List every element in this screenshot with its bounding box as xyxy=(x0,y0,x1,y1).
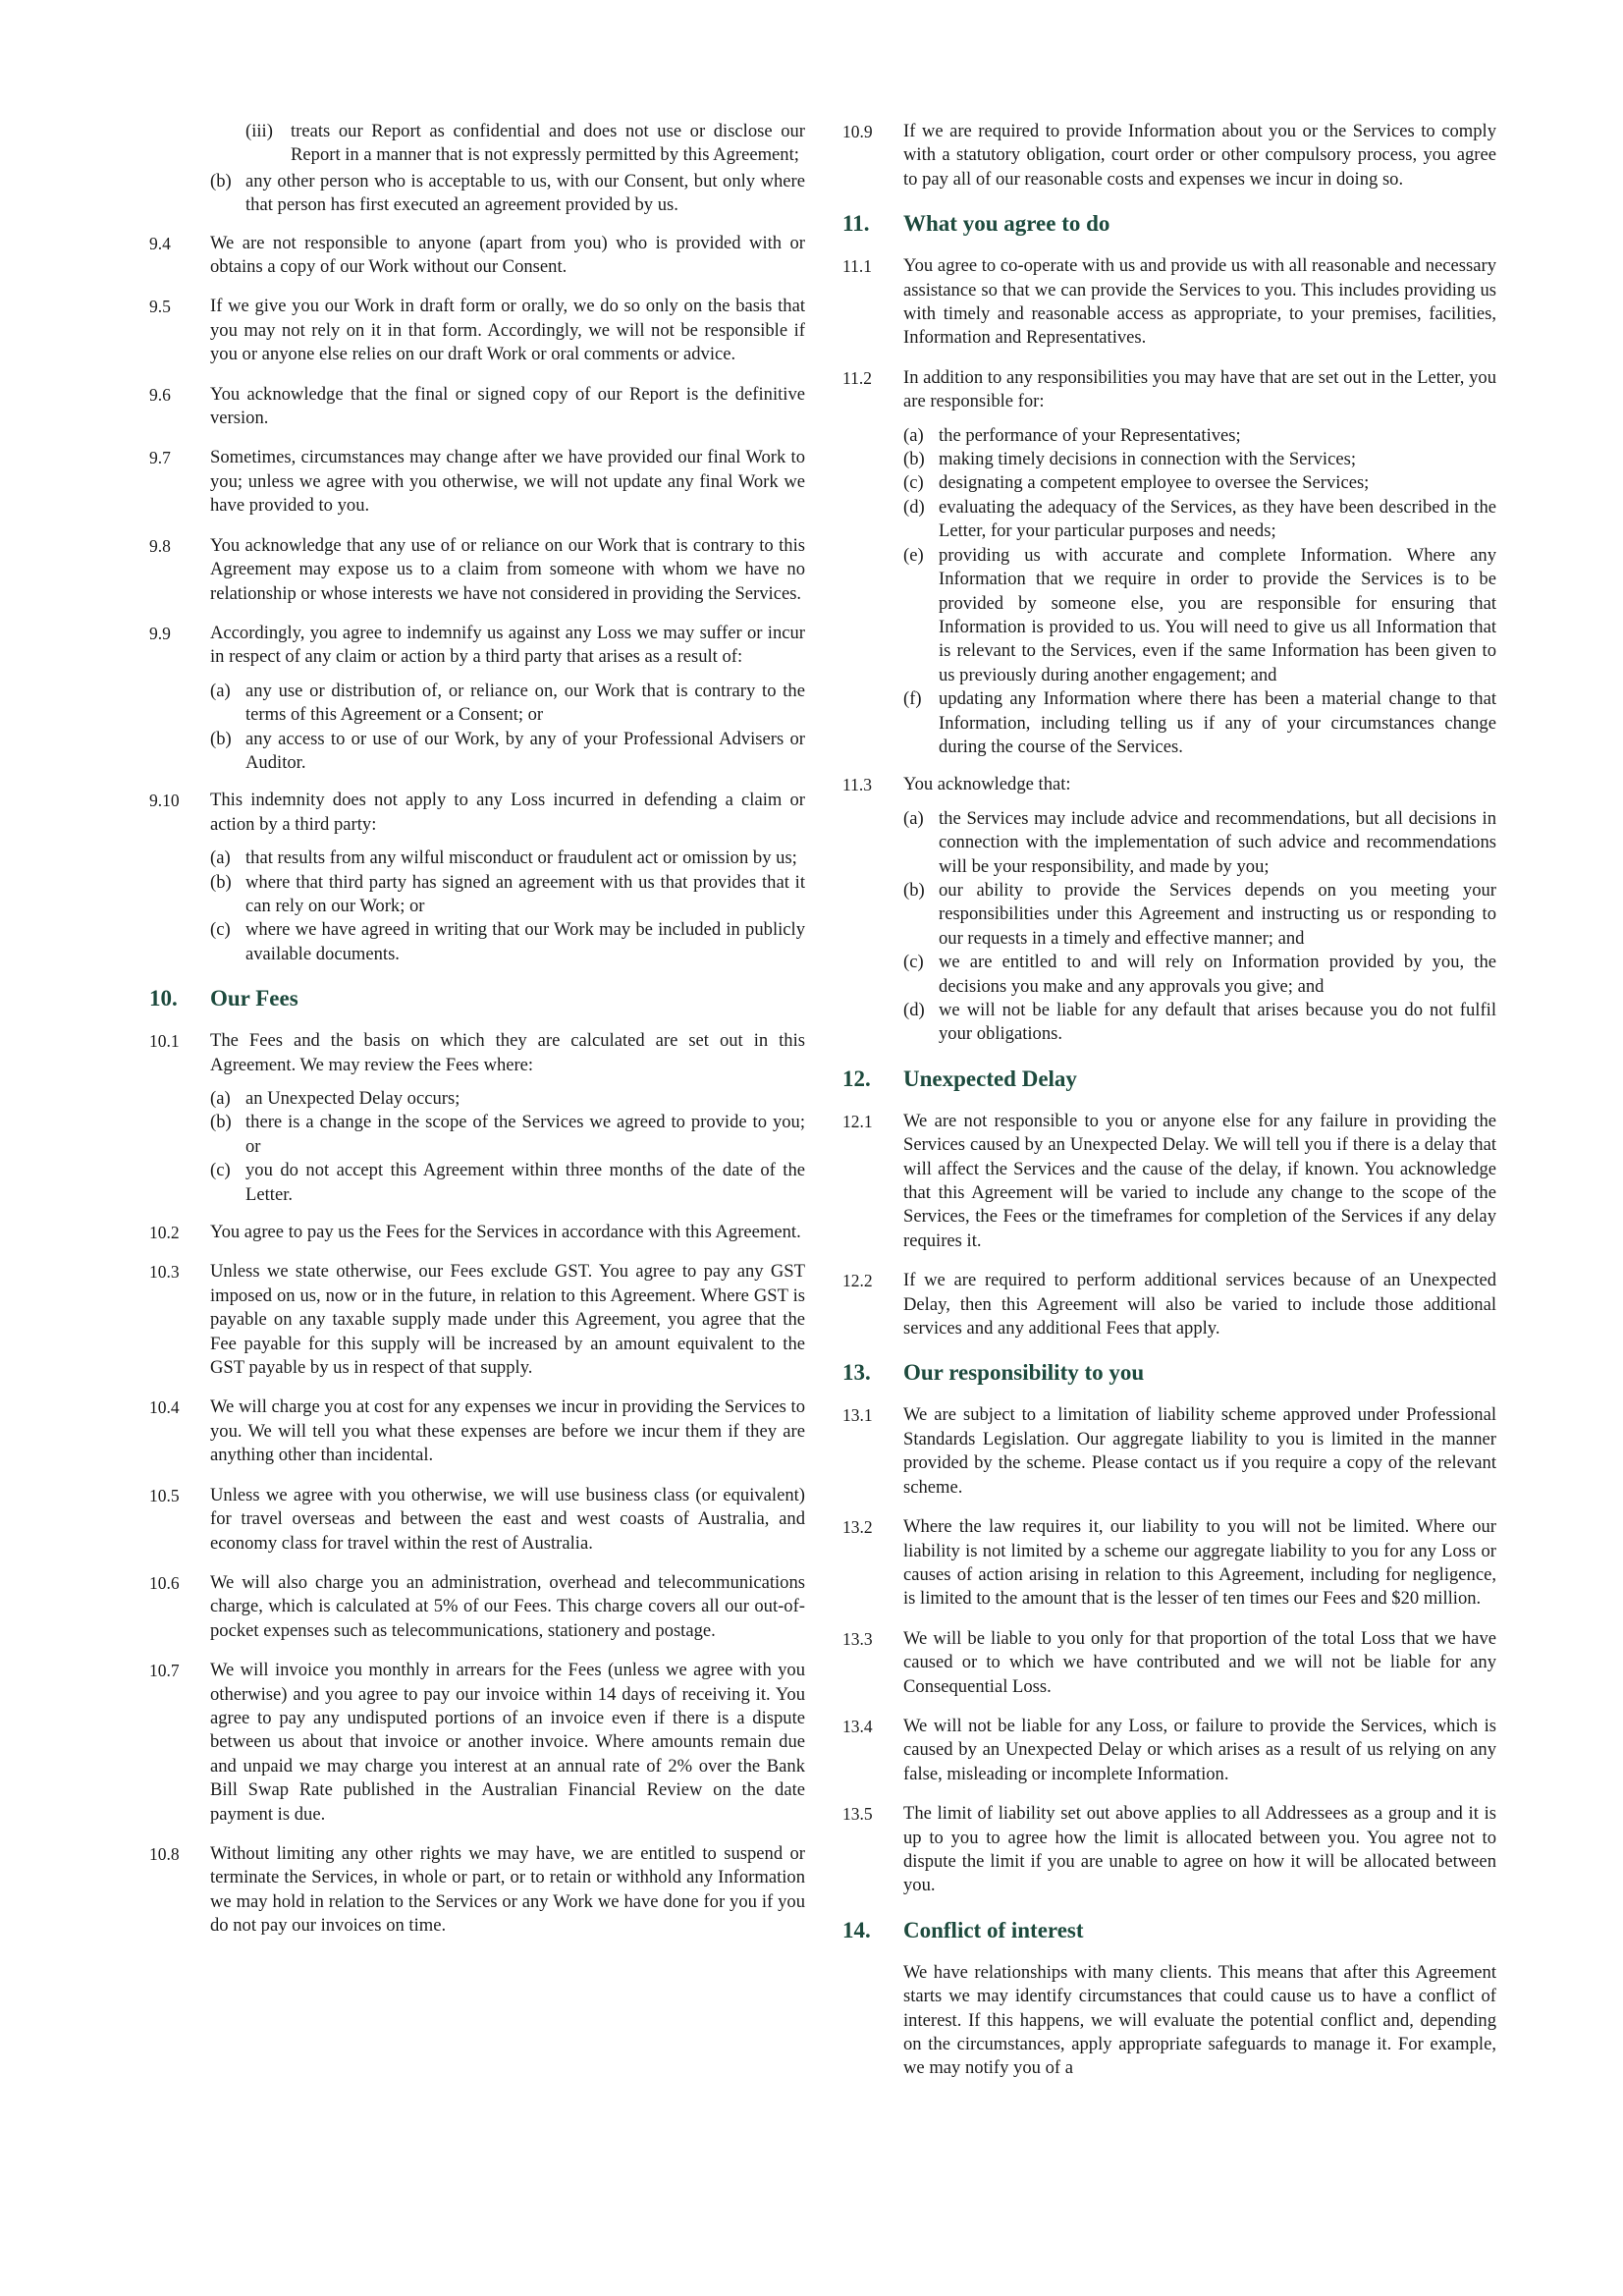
clause-number: 13.3 xyxy=(842,1628,873,1649)
clause-number: 10.2 xyxy=(149,1223,180,1243)
clause-13-1 xyxy=(842,1403,1496,1500)
list-text: an Unexpected Delay occurs; xyxy=(245,1088,460,1109)
clause-13-2 xyxy=(842,1515,1496,1612)
list-label: (iii) xyxy=(245,121,273,141)
clause-number: 13.4 xyxy=(842,1716,873,1736)
clause-9-4 xyxy=(149,232,805,280)
clause-text: We will be liable to you only for that proportion of the total Loss that we have caused or to which we have contributed and we will not be liable for any Consequential Loss. xyxy=(903,1627,1496,1697)
clause-number: 10.8 xyxy=(149,1843,180,1864)
clause-11-2 xyxy=(842,366,1496,414)
list-text: providing us with accurate and complete Information. Where any Information that we require in order to provide the Services is to be provided by someone else, you are responsible for ensuring that Information is provided to us. You will need to give us all Information that is relevant to the Services, even if the same Information has been given to us previously during another engagement; and xyxy=(939,544,1496,685)
clause-number: 10.5 xyxy=(149,1485,180,1505)
clause-number: 9.8 xyxy=(149,535,171,556)
clause-number: 9.6 xyxy=(149,384,171,405)
right-column xyxy=(842,120,1496,2081)
section-number: 11. xyxy=(842,211,870,237)
list-label: (b) xyxy=(210,728,232,749)
clause-10-1 xyxy=(149,1029,805,1077)
clause-10-7 xyxy=(149,1659,805,1827)
clause-number: 11.1 xyxy=(842,256,872,277)
list-label: (c) xyxy=(903,472,924,494)
list-label: (f) xyxy=(903,688,922,710)
clause-number: 9.5 xyxy=(149,297,171,317)
clause-number: 10.1 xyxy=(149,1031,180,1052)
section-title: Conflict of interest xyxy=(903,1917,1084,1942)
clause-text: We will also charge you an administration, overhead and telecommunications charge, which is calculated at 5% of our Fees. This charge covers all our out-of-pocket expenses such as telecommunications, stationery and postage. xyxy=(210,1571,805,1641)
clause-number: 10.6 xyxy=(149,1572,180,1593)
clause-10-1-list xyxy=(210,1087,805,1207)
clause-text: We are not responsible to anyone (apart from you) who is provided with or obtains a copy of our Work without our Consent. xyxy=(210,232,805,278)
clause-11-1 xyxy=(842,254,1496,351)
list-item xyxy=(903,496,1496,544)
list-label: (b) xyxy=(903,449,925,470)
list-item xyxy=(903,687,1496,759)
clause-9-6 xyxy=(149,383,805,431)
clause-14-body xyxy=(842,1961,1496,2081)
clause-number: 10.3 xyxy=(149,1262,180,1283)
list-label: (c) xyxy=(210,1160,231,1181)
clause-text: If we are required to provide Information about you or the Services to comply with a statutory obligation, court order or other compulsory process, you agree to pay all of our reasonable costs and expenses we incur in doing so. xyxy=(903,121,1496,190)
list-item xyxy=(210,847,805,870)
clause-text: If we give you our Work in draft form or orally, we do so only on the basis that you may not rely on it in that form. Accordingly, we will not be responsible if you or anyone else relies on our draft Work or oral comments or advice. xyxy=(210,296,805,365)
list-text: any use or distribution of, or reliance on, our Work that is contrary to the terms of this Agreement or a Consent; or xyxy=(245,680,805,726)
clause-number: 13.1 xyxy=(842,1405,873,1426)
list-text: updating any Information where there has been a material change to that Information, including telling us if any of your circumstances change during the course of the Services. xyxy=(939,688,1496,757)
section-number: 14. xyxy=(842,1917,871,1942)
section-number: 10. xyxy=(149,986,178,1011)
clause-10-4 xyxy=(149,1395,805,1467)
section-heading-14 xyxy=(842,1916,1496,1945)
clause-number: 10.9 xyxy=(842,122,873,141)
list-item xyxy=(210,170,805,218)
list-text: where we have agreed in writing that our Work may be included in publicly available documents. xyxy=(245,919,805,964)
list-label: (a) xyxy=(903,424,924,446)
list-item xyxy=(210,680,805,728)
clause-text: We are not responsible to you or anyone else for any failure in providing the Services caused by an Unexpected Delay. We will tell you if there is a delay that will affect the Services and the cause of the delay, if known. You acknowledge that this Agreement will be varied to include any change to the scope of the Services, the Fees or the timeframes for completion of the Services if any delay requires it. xyxy=(903,1110,1496,1251)
list-label: (a) xyxy=(210,1088,231,1109)
clause-number: 10.4 xyxy=(149,1397,180,1418)
clause-number: 11.3 xyxy=(842,775,872,795)
clause-9-10 xyxy=(149,789,805,837)
list-label: (d) xyxy=(903,1000,925,1020)
section-heading-11 xyxy=(842,209,1496,239)
clause-text: We will charge you at cost for any expenses we incur in providing the Services to you. We will tell you what these expenses are before we incur them if they are anything other than incidental. xyxy=(210,1396,805,1466)
clause-text: Unless we agree with you otherwise, we will use business class (or equivalent) for travel overseas and between the east and west coasts of Australia, and economy class for travel within the rest of Australia. xyxy=(210,1484,805,1554)
section-title: Our Fees xyxy=(210,986,298,1011)
clause-text: You acknowledge that the final or signed copy of our Report is the definitive version. xyxy=(210,383,805,429)
section-number: 12. xyxy=(842,1066,871,1091)
list-item xyxy=(210,728,805,776)
list-item xyxy=(210,871,805,919)
clause-text: We are subject to a limitation of liability scheme approved under Professional Standards Legislation. Our aggregate liability to you is limited in the manner provided by the scheme. Please contact us if you require a copy of the relevant scheme. xyxy=(903,1404,1496,1498)
clause-number: 13.2 xyxy=(842,1517,873,1538)
list-item xyxy=(210,1159,805,1207)
list-item xyxy=(903,544,1496,687)
clause-9-9 xyxy=(149,622,805,670)
list-label: (b) xyxy=(210,170,232,191)
list-text: the performance of your Representatives; xyxy=(939,424,1241,446)
section-heading-12 xyxy=(842,1065,1496,1094)
list-item xyxy=(210,1111,805,1159)
clause-text: The limit of liability set out above applies to all Addressees as a group and it is up to you to agree how the limit is allocated between you. You agree not to dispute the limit if you are unable to agree on how it will be allocated between you. xyxy=(903,1803,1496,1896)
clause-text: You acknowledge that any use of or reliance on our Work that is contrary to this Agreement may expose us to a claim from someone with whom we have no relationship or whose interests we have not considered in providing the Services. xyxy=(210,534,805,604)
left-column xyxy=(149,120,805,1954)
list-text: any access to or use of our Work, by any of your Professional Advisers or Auditor. xyxy=(245,728,805,773)
clause-9-7 xyxy=(149,446,805,518)
clause-9-3-continuation xyxy=(210,120,805,218)
list-item xyxy=(903,471,1496,495)
list-label: (b) xyxy=(903,879,925,901)
list-label: (e) xyxy=(903,544,924,566)
list-text: we will not be liable for any default that arises because you do not fulfil your obligations. xyxy=(939,1000,1496,1045)
clause-10-5 xyxy=(149,1484,805,1556)
list-text: making timely decisions in connection with the Services; xyxy=(939,449,1356,470)
clause-text: The Fees and the basis on which they are calculated are set out in this Agreement. We may review the Fees where: xyxy=(210,1030,805,1075)
section-heading-13 xyxy=(842,1358,1496,1388)
list-label: (b) xyxy=(210,871,232,893)
clause-9-5 xyxy=(149,295,805,366)
list-item xyxy=(903,807,1496,879)
clause-number: 12.1 xyxy=(842,1111,873,1131)
list-text: designating a competent employee to oversee the Services; xyxy=(939,472,1370,494)
clause-text: Accordingly, you agree to indemnify us against any Loss we may suffer or incur in respect of any claim or action by a third party that arises as a result of: xyxy=(210,622,805,668)
list-text: we are entitled to and will rely on Information provided by you, the decisions you make and any approvals you give; and xyxy=(939,952,1496,997)
section-title: Unexpected Delay xyxy=(903,1066,1077,1091)
list-text: that results from any wilful misconduct or fraudulent act or omission by us; xyxy=(245,847,797,869)
clause-11-3 xyxy=(842,773,1496,796)
clause-number: 11.2 xyxy=(842,367,872,388)
clause-text: We have relationships with many clients. This means that after this Agreement starts we may identify circumstances that could cause us to have a conflict of interest. If this happens, we will evaluate the potential conflict and, depending on the circumstances, apply appropriate safeguards to manage it. For example, we may notify you of a xyxy=(903,1961,1496,2079)
clause-text: Sometimes, circumstances may change after we have provided our final Work to you; unless we agree with you otherwise, we will not update any final Work we have provided to you. xyxy=(210,447,805,517)
clause-13-3 xyxy=(842,1627,1496,1699)
clause-number: 9.10 xyxy=(149,791,180,811)
clause-text: If we are required to perform additional services because of an Unexpected Delay, then this Agreement will also be varied to include those additional services and any additional Fees that apply. xyxy=(903,1270,1496,1339)
list-label: (d) xyxy=(903,496,925,518)
list-item xyxy=(903,879,1496,951)
list-item xyxy=(903,951,1496,999)
clause-10-3 xyxy=(149,1260,805,1380)
list-label: (a) xyxy=(210,680,231,701)
list-text: any other person who is acceptable to us, with our Consent, but only where that person has first executed an agreement provided by us. xyxy=(245,170,805,216)
list-item xyxy=(903,448,1496,471)
list-label: (b) xyxy=(210,1112,232,1133)
list-text: our ability to provide the Services depends on you meeting your responsibilities under this Agreement and instructing us or responding to our requests in a timely and effective manner; and xyxy=(939,879,1496,949)
list-text: you do not accept this Agreement within three months of the date of the Letter. xyxy=(245,1160,805,1205)
list-label: (a) xyxy=(903,807,924,829)
clause-text: Where the law requires it, our liability to you will not be limited. Where our liability is not limited by a scheme our aggregate liability to you for any Loss or causes of action arising in relation to this Agreement, including for negligence, is limited to the amount that is the lesser of ten times our Fees and $20 million. xyxy=(903,1516,1496,1610)
clause-10-6 xyxy=(149,1571,805,1643)
section-title: Our responsibility to you xyxy=(903,1360,1145,1386)
section-title: What you agree to do xyxy=(903,211,1110,237)
clause-text: Unless we state otherwise, our Fees exclude GST. You agree to pay any GST imposed on us, now or in the future, in relation to this Agreement. Where GST is payable on any taxable supply made under this Agreement, you agree that the Fee payable for this supply will be increased by an amount equivalent to the GST payable by us in respect of that supply. xyxy=(210,1261,805,1379)
clause-text: Without limiting any other rights we may have, we are entitled to suspend or terminate the Services, in whole or part, or to retain or withhold any Information we may hold in relation to the Services or any Work we have done for you if you do not pay our invoices on time. xyxy=(210,1842,805,1937)
clause-number: 9.7 xyxy=(149,448,171,468)
clause-number: 10.7 xyxy=(149,1661,180,1681)
clause-text: You agree to co-operate with us and provide us with all reasonable and necessary assistance so that we can provide the Services to you. This includes providing us with timely and reasonable access as appropriate, to your premises, facilities, Information and Representatives. xyxy=(903,255,1496,349)
list-label: (a) xyxy=(210,847,231,869)
section-number: 13. xyxy=(842,1360,871,1386)
clause-12-2 xyxy=(842,1269,1496,1340)
clause-text: This indemnity does not apply to any Loss incurred in defending a claim or action by a third party: xyxy=(210,790,805,835)
clause-11-2-list xyxy=(903,424,1496,760)
clause-11-3-list xyxy=(903,807,1496,1047)
clause-10-9 xyxy=(842,120,1496,191)
list-text: where that third party has signed an agreement with us that provides that it can rely on our Work; or xyxy=(245,871,805,916)
clause-number: 12.2 xyxy=(842,1271,873,1291)
list-text: treats our Report as confidential and does not use or disclose our Report in a manner that is not expressly permitted by this Agreement; xyxy=(291,121,805,166)
clause-text: You agree to pay us the Fees for the Services in accordance with this Agreement. xyxy=(210,1222,801,1243)
clause-9-8 xyxy=(149,534,805,606)
list-item xyxy=(210,1087,805,1111)
clause-number: 13.5 xyxy=(842,1804,873,1825)
clause-12-1 xyxy=(842,1110,1496,1253)
list-text: evaluating the adequacy of the Services, as they have been described in the Letter, for your particular purposes and needs; xyxy=(939,496,1496,542)
clause-number: 9.4 xyxy=(149,233,171,253)
list-label: (c) xyxy=(210,919,231,941)
list-item xyxy=(903,999,1496,1047)
list-item xyxy=(903,424,1496,448)
clause-10-8 xyxy=(149,1842,805,1939)
clause-text: In addition to any responsibilities you may have that are set out in the Letter, you are responsible for: xyxy=(903,366,1496,412)
list-item xyxy=(210,120,805,168)
clause-13-5 xyxy=(842,1802,1496,1898)
clause-9-10-list xyxy=(210,847,805,966)
clause-text: We will not be liable for any Loss, or failure to provide the Services, which is caused by an Unexpected Delay or which arises as a result of us relying on any false, misleading or incomplete Information. xyxy=(903,1715,1496,1784)
clause-13-4 xyxy=(842,1715,1496,1786)
list-label: (c) xyxy=(903,952,924,973)
clause-text: You acknowledge that: xyxy=(903,774,1071,795)
list-item xyxy=(210,918,805,966)
clause-10-2 xyxy=(149,1221,805,1244)
clause-number: 9.9 xyxy=(149,623,171,643)
section-heading-10 xyxy=(149,984,805,1013)
clause-text: We will invoice you monthly in arrears for the Fees (unless we agree with you otherwise) and you agree to pay our invoice within 14 days of receiving it. You agree to pay any undisputed portions of an invoice even if there is a dispute between us about that invoice or another invoice. Where amounts remain due and unpaid we may charge you interest at an annual rate of 2% over the Bank Bill Swap Rate published in the Australian Financial Review on the date payment is due. xyxy=(210,1660,805,1825)
list-text: there is a change in the scope of the Services we agreed to provide to you; or xyxy=(245,1112,805,1157)
list-text: the Services may include advice and recommendations, but all decisions in connection with the implementation of such advice and recommendations will be your responsibility, and made by you; xyxy=(939,807,1496,877)
clause-9-9-list xyxy=(210,680,805,776)
